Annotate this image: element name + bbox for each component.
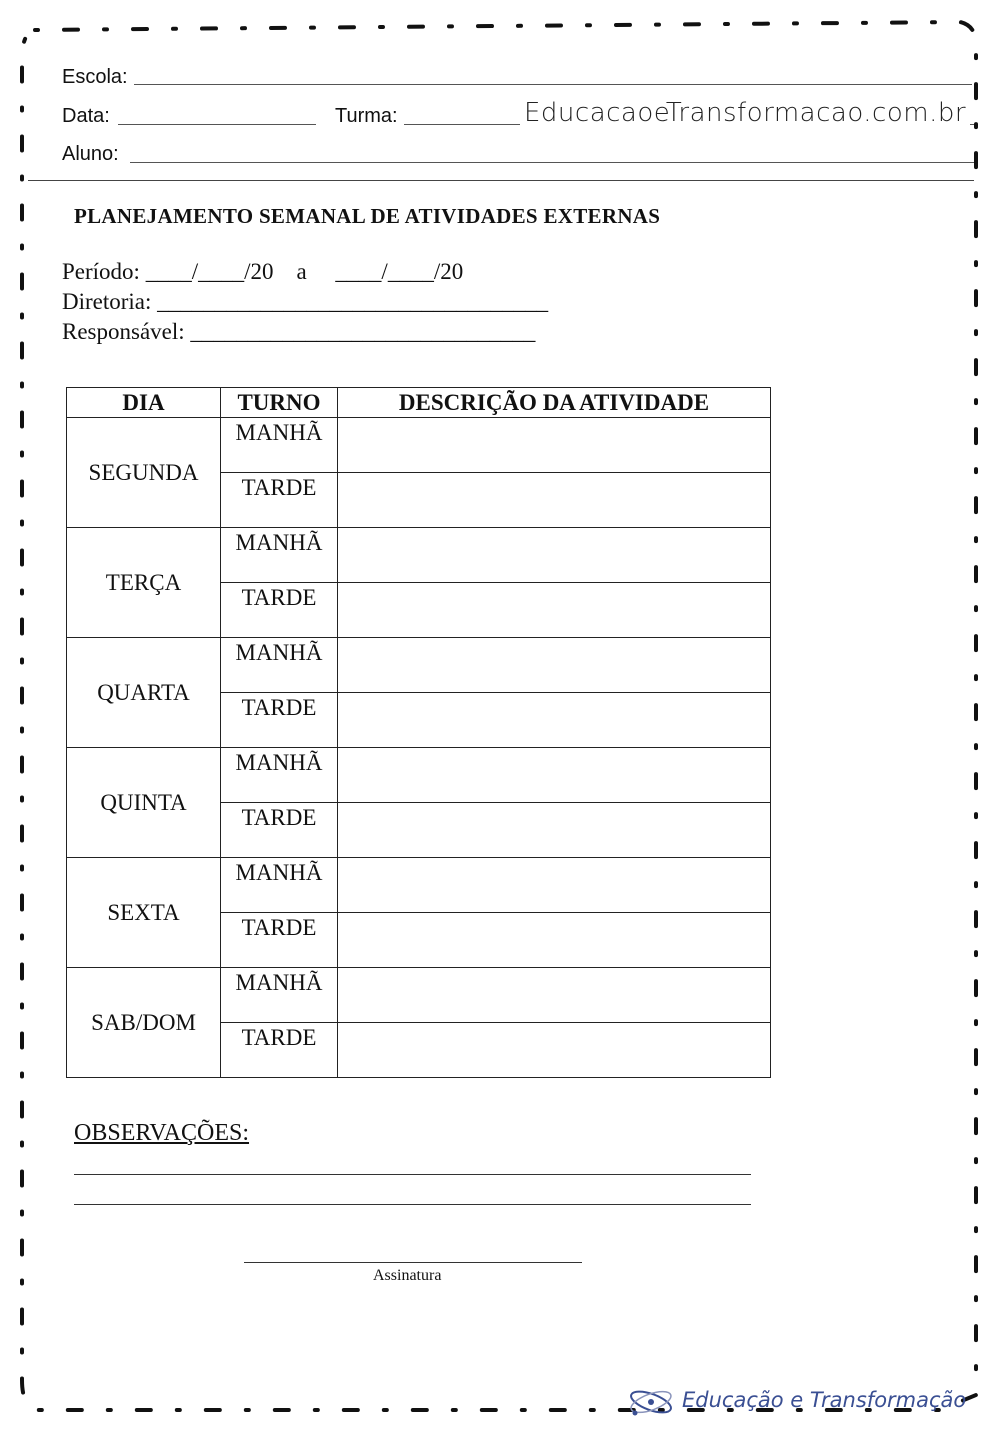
observacoes-line-2[interactable] <box>74 1204 751 1205</box>
responsavel-field[interactable]: Responsável: ______________________________ <box>62 319 536 344</box>
turn-cell: TARDE <box>221 913 338 968</box>
table-row <box>67 638 771 693</box>
day-cell: QUARTA <box>67 638 221 748</box>
aluno-line[interactable] <box>130 162 974 163</box>
day-cell: SAB/DOM <box>67 968 221 1078</box>
day-cell: SEGUNDA <box>67 418 221 528</box>
turn-cell: MANHÃ <box>221 638 338 693</box>
header-separator <box>28 180 974 181</box>
description-cell[interactable] <box>338 1023 771 1078</box>
turn-cell: MANHÃ <box>221 418 338 473</box>
turn-cell: MANHÃ <box>221 748 338 803</box>
turn-cell: TARDE <box>221 803 338 858</box>
planning-table <box>66 387 771 1078</box>
atom-logo-icon <box>627 1385 675 1419</box>
day-cell: SEXTA <box>67 858 221 968</box>
header-descricao: DESCRIÇÃO DA ATIVIDADE <box>338 388 771 418</box>
day-cell: QUINTA <box>67 748 221 858</box>
description-cell[interactable] <box>338 583 771 638</box>
description-cell[interactable] <box>338 473 771 528</box>
turma-label: Turma: <box>335 105 398 127</box>
header-turno: TURNO <box>221 388 338 418</box>
turn-cell: MANHÃ <box>221 968 338 1023</box>
turn-cell: TARDE <box>221 473 338 528</box>
table-header-row <box>67 388 771 418</box>
day-cell: TERÇA <box>67 528 221 638</box>
description-cell[interactable] <box>338 803 771 858</box>
description-cell[interactable] <box>338 693 771 748</box>
escola-line[interactable] <box>134 84 972 85</box>
escola-label: Escola: <box>62 66 128 88</box>
table-row <box>67 528 771 583</box>
aluno-label: Aluno: <box>62 143 119 165</box>
signature-line[interactable] <box>244 1262 582 1263</box>
description-cell[interactable] <box>338 858 771 913</box>
footer-brand: Educação e Transformação <box>682 1388 967 1412</box>
table-row <box>67 418 771 473</box>
data-line[interactable] <box>118 124 316 125</box>
description-cell[interactable] <box>338 638 771 693</box>
description-cell[interactable] <box>338 528 771 583</box>
description-cell[interactable] <box>338 418 771 473</box>
turn-cell: MANHÃ <box>221 858 338 913</box>
header-dia: DIA <box>67 388 221 418</box>
description-cell[interactable] <box>338 748 771 803</box>
data-label: Data: <box>62 105 110 127</box>
watermark-text: EducacaoeTransformacao.com.br <box>520 98 970 128</box>
table-row <box>67 858 771 913</box>
diretoria-field[interactable]: Diretoria: __________________________________ <box>62 289 549 314</box>
description-cell[interactable] <box>338 913 771 968</box>
signature-label: Assinatura <box>373 1267 442 1284</box>
table-row <box>67 968 771 1023</box>
observacoes-label: OBSERVAÇÕES: <box>74 1120 250 1146</box>
turn-cell: TARDE <box>221 1023 338 1078</box>
turn-cell: TARDE <box>221 583 338 638</box>
turn-cell: TARDE <box>221 693 338 748</box>
description-cell[interactable] <box>338 968 771 1023</box>
page-title: PLANEJAMENTO SEMANAL DE ATIVIDADES EXTERNAS <box>74 204 661 228</box>
observacoes-line-1[interactable] <box>74 1174 751 1175</box>
turn-cell: MANHÃ <box>221 528 338 583</box>
table-row <box>67 748 771 803</box>
periodo-field[interactable]: Período: ____/____/20 a ____/____/20 <box>62 259 464 284</box>
